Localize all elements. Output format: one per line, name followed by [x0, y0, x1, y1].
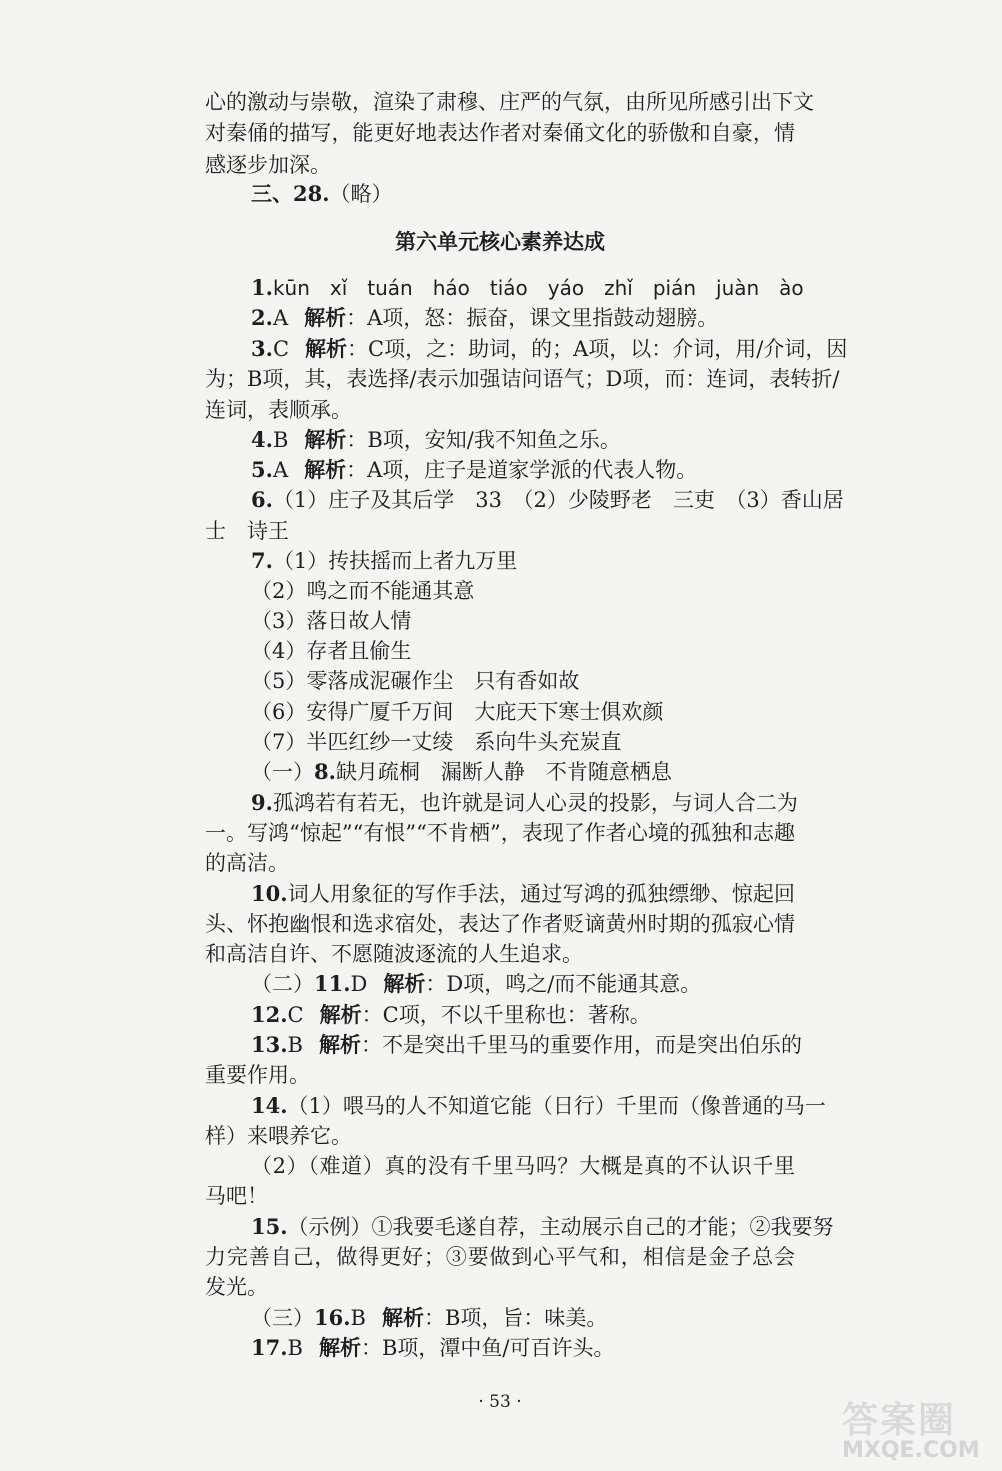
answer-option: B: [287, 1336, 303, 1360]
question-number: 8.: [314, 759, 336, 784]
analysis-label: 解析: [383, 971, 426, 996]
analysis-label: 解析: [318, 1335, 361, 1360]
analysis-label: 解析: [304, 427, 347, 452]
question-14: [205, 1091, 826, 1121]
analysis-text: ：B项，潭中鱼/可百许头。: [360, 1336, 615, 1360]
question-3-line-3: 连词，表顺承。: [205, 398, 352, 422]
question-number: 6.: [251, 487, 273, 512]
answer-option: A: [272, 306, 289, 330]
question-7-item: （5）零落成泥碾作尘 只有香如故: [251, 669, 580, 693]
question-7: [205, 546, 795, 576]
question-number: 10.: [251, 881, 288, 906]
answer-option: B: [272, 428, 289, 452]
question-5: [205, 455, 795, 485]
question-11: [205, 969, 795, 999]
question-4: [205, 425, 795, 455]
analysis-text: ：A项，怒：振奋，课文里指鼓动翅膀。: [346, 306, 719, 330]
answer-text: （略）: [329, 182, 393, 206]
continuation-line-2: 对秦俑的描写，能更好地表达作者对秦俑文化的骄傲和自豪，情: [205, 121, 795, 145]
question-9-line-2: 一。写鸿“惊起”“有恨”“不肯栖”，表现了作者心境的孤独和志趣: [205, 821, 795, 845]
question-3-line-2: 为；B项，其，表选择/表示加强诘问语气；D项，而：连词，表转折/: [205, 367, 840, 391]
answer-text: 缺月疏桐 漏断人静 不肯随意栖息: [335, 760, 672, 784]
analysis-label: 解析: [305, 336, 348, 361]
analysis-text: ：A项，庄子是道家学派的代表人物。: [346, 458, 698, 482]
answer-option: C: [272, 337, 290, 361]
answer-option: D: [350, 972, 368, 996]
question-number: 9.: [251, 790, 273, 815]
analysis-text: ：不是突出千里马的重要作用，而是突出伯乐的: [360, 1033, 802, 1057]
question-7-item: （7）半匹红纱一丈绫 系向牛头充炭直: [251, 730, 622, 754]
watermark-url: MXQE.COM: [842, 1438, 980, 1463]
question-10-line-3: 和高洁自许、不愿随波逐流的人生追求。: [205, 942, 583, 966]
question-15-line-3: 发光。: [205, 1275, 268, 1299]
question-14-line-4: 马吧！: [205, 1184, 268, 1208]
answer-text: （1）庄子及其后学 33 （2）少陵野老 三吏 （3）香山居: [272, 488, 844, 512]
page-number: · 53 ·: [478, 1392, 522, 1412]
question-2: [205, 303, 795, 333]
answer-option: B: [350, 1306, 366, 1330]
question-number: 1.: [251, 275, 273, 300]
watermark: [842, 1392, 1002, 1470]
watermark-logo: 答案圈: [842, 1400, 957, 1441]
question-7-item: （2）鸣之而不能通其意: [251, 579, 475, 603]
answer-option: C: [287, 1003, 304, 1027]
question-3: [205, 334, 848, 364]
question-1: [205, 273, 804, 303]
question-8: [205, 757, 795, 787]
question-14-line-3: （2）（难道）真的没有千里马吗？大概是真的不认识千里: [251, 1154, 795, 1178]
analysis-text: ：C项，之：助词，的；A项，以：介词，用/介词，因: [347, 337, 848, 361]
pinyin-answers: kūn xǐ tuán háo tiáo yáo zhǐ pián juàn ào: [272, 276, 804, 300]
question-number: 15.: [251, 1214, 288, 1239]
question-17: [205, 1333, 795, 1363]
section-prefix: （一）: [251, 760, 314, 784]
question-7-item: （6）安得广厦千万间 大庇天下寒士俱欢颜: [251, 700, 664, 724]
section-prefix: （二）: [251, 972, 314, 996]
analysis-label: 解析: [318, 1032, 361, 1057]
question-13-line-2: 重要作用。: [205, 1063, 310, 1087]
question-15: [205, 1212, 834, 1242]
question-number: 17.: [251, 1335, 288, 1360]
question-number: 三、28.: [251, 181, 330, 206]
section-prefix: （三）: [251, 1306, 314, 1330]
answer-text: 孤鸿若有若无，也许就是词人心灵的投影，与词人合二为: [272, 791, 798, 815]
question-15-line-2: 力完善自己，做得更好；③要做到心平气和，相信是金子总会: [205, 1245, 795, 1269]
question-28: [205, 179, 795, 209]
question-10: [205, 879, 795, 909]
answer-option: A: [272, 458, 289, 482]
question-number: 7.: [251, 548, 273, 573]
question-9-line-3: 的高洁。: [205, 851, 289, 875]
question-number: 14.: [251, 1093, 288, 1118]
analysis-text: ：B项，安知/我不知鱼之乐。: [346, 428, 621, 452]
question-number: 11.: [314, 971, 351, 996]
question-number: 13.: [251, 1032, 288, 1057]
question-10-line-2: 头、怀抱幽恨和选求宿处，表达了作者贬谪黄州时期的孤寂心情: [205, 912, 795, 936]
question-7-item: （4）存者且偷生: [251, 639, 412, 663]
question-number: 2.: [251, 305, 273, 330]
question-6: [205, 485, 844, 515]
question-14-line-2: 样）来喂养它。: [205, 1124, 352, 1148]
answer-item: （1）抟扶摇而上者九万里: [272, 549, 518, 573]
continuation-line-3: 感逐步加深。: [205, 153, 331, 177]
question-6-line-2: 士 诗王: [205, 519, 289, 543]
analysis-label: 解析: [381, 1305, 424, 1330]
analysis-text: ：D项，鸣之/而不能通其意。: [425, 972, 702, 996]
question-number: 3.: [251, 336, 273, 361]
question-number: 12.: [251, 1002, 288, 1027]
question-13: [205, 1030, 802, 1060]
section-title: 第六单元核心素养达成: [395, 230, 605, 254]
analysis-label: 解析: [319, 1002, 362, 1027]
question-16: [205, 1303, 795, 1333]
question-number: 16.: [314, 1305, 351, 1330]
question-7-item: （3）落日故人情: [251, 609, 412, 633]
analysis-text: ：B项，旨：味美。: [423, 1306, 608, 1330]
answer-text: （1）喂马的人不知道它能（日行）千里而（像普通的马一: [287, 1094, 826, 1118]
question-number: 5.: [251, 457, 273, 482]
question-9: [205, 788, 798, 818]
question-number: 4.: [251, 427, 273, 452]
answer-text: （示例）①我要毛遂自荐，主动展示自己的才能；②我要努: [287, 1215, 834, 1239]
answer-option: B: [287, 1033, 303, 1057]
question-12: [205, 1000, 795, 1030]
analysis-text: ：C项，不以千里称也：著称。: [361, 1003, 651, 1027]
analysis-label: 解析: [304, 457, 347, 482]
continuation-line-1: 心的激动与崇敬，渲染了肃穆、庄严的气氛，由所见所感引出下文: [205, 90, 814, 114]
answer-text: 词人用象征的写作手法，通过写鸿的孤独缥缈、惊起回: [287, 882, 795, 906]
analysis-label: 解析: [304, 305, 347, 330]
